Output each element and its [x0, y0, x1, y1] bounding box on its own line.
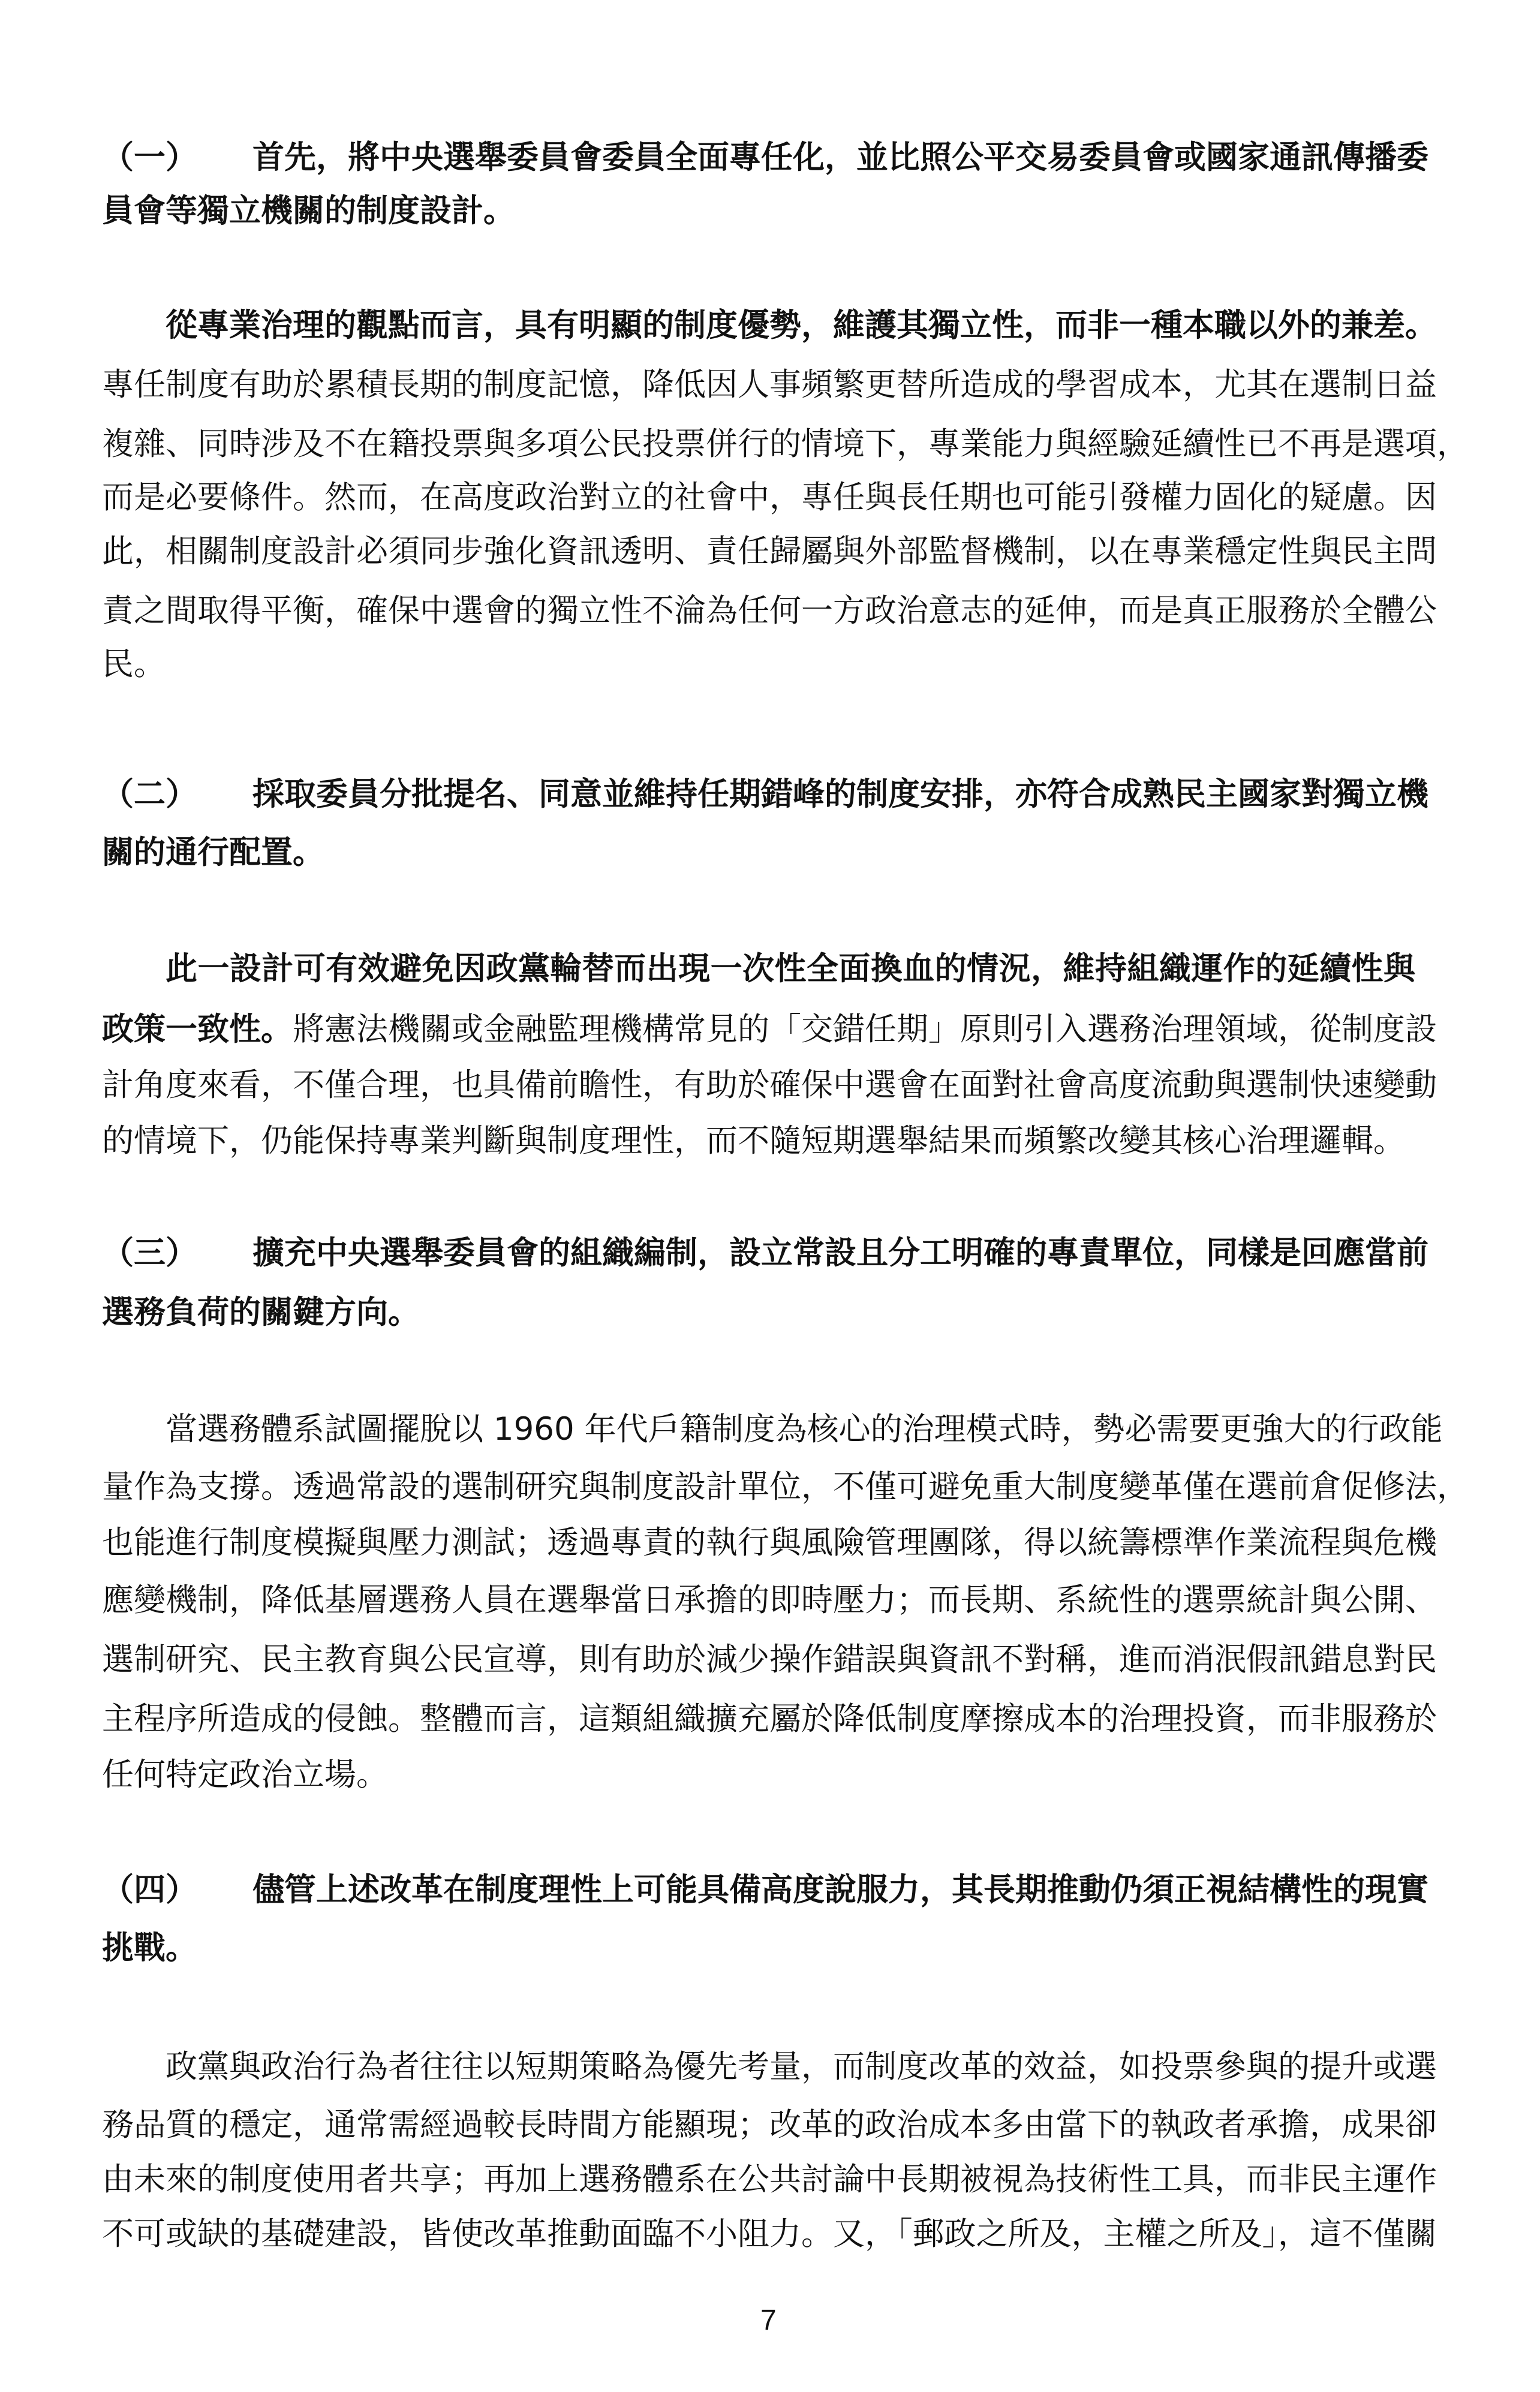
- body-text: 當選務體系試圖擺脫以 1960 年代戶籍制度為核心的治理模式時，勢必需要更強大的行政能: [166, 1411, 1443, 1448]
- body-text: 也能進行制度模擬與壓力測試；透過專責的執行與風險管理團隊，得以統籌標準作業流程與危機: [102, 1524, 1437, 1561]
- paragraph-line: [102, 1064, 1437, 1106]
- paragraph-line: [102, 531, 1437, 573]
- paragraph-line: [166, 1409, 1443, 1451]
- body-text: 責之間取得平衡，確保中選會的獨立性不淪為任何一方政治意志的延伸，而是真正服務於全體公: [102, 592, 1437, 629]
- section-number: （二）: [102, 776, 197, 813]
- body-text: 計角度來看，不僅合理，也具備前瞻性，有助於確保中選會在面對社會高度流動與選制快速變動: [102, 1067, 1437, 1103]
- section-number: （三）: [102, 1235, 197, 1271]
- page-number: 7: [760, 2304, 777, 2336]
- section-number: （一）: [102, 139, 197, 176]
- bold-text: 此一設計可有效避免因政黨輪替而出現一次性全面換血的情況，維持組織運作的延續性與: [166, 950, 1415, 987]
- paragraph-line: [166, 2046, 1437, 2088]
- section-heading-line: 首先，將中央選舉委員會委員全面專任化，並比照公平交易委員會或國家通訊傳播委: [252, 139, 1428, 176]
- section-heading-line: 採取委員分批提名、同意並維持任期錯峰的制度安排，亦符合成熟民主國家對獨立機: [252, 776, 1428, 813]
- paragraph-line: [102, 1639, 1437, 1681]
- body-text: 民。: [102, 646, 166, 682]
- section-heading-line: 擴充中央選舉委員會的組織編制，設立常設且分工明確的專責單位，同樣是回應當前: [252, 1235, 1428, 1271]
- bold-text: 從專業治理的觀點而言，具有明顯的制度優勢，維護其獨立性，而非一種本職以外的兼差。: [166, 307, 1437, 344]
- section-heading-line: 員會等獨立機關的制度設計。: [102, 192, 515, 229]
- body-text: 應變機制，降低基層選務人員在選舉當日承擔的即時壓力；而長期、系統性的選票統計與公開、: [102, 1582, 1437, 1618]
- body-text: 此，相關制度設計必須同步強化資訊透明、責任歸屬與外部監督機制，以在專業穩定性與民主問: [102, 533, 1437, 570]
- paragraph-line: [102, 1120, 1415, 1162]
- paragraph-line: [102, 477, 1437, 519]
- paragraph-line: [166, 948, 1415, 990]
- bold-text: 政策一致性。: [102, 1011, 293, 1048]
- section-heading-line: 選務負荷的關鍵方向。: [102, 1294, 420, 1331]
- body-text: 任何特定政治立場。: [102, 1756, 388, 1793]
- body-text: 不可或缺的基礎建設，皆使改革推動面臨不小阻力。又，「郵政之所及，主權之所及」，這不僅關: [102, 2216, 1437, 2252]
- paragraph-line: [102, 1009, 1437, 1051]
- body-text: 將憲法機關或金融監理機構常見的「交錯任期」原則引入選務治理領域，從制度設: [293, 1011, 1437, 1048]
- paragraph-line: [102, 1579, 1437, 1621]
- body-text: 專任制度有助於累積長期的制度記憶，降低因人事頻繁更替所造成的學習成本，尤其在選制日益: [102, 366, 1437, 403]
- section-heading-line: 儘管上述改革在制度理性上可能具備高度說服力，其長期推動仍須正視結構性的現實: [252, 1872, 1428, 1908]
- body-text: 選制研究、民主教育與公民宣導，則有助於減少操作錯誤與資訊不對稱，進而消泯假訊錯息對民: [102, 1641, 1437, 1678]
- body-text: 政黨與政治行為者往往以短期策略為優先考量，而制度改革的效益，如投票參與的提升或選: [166, 2048, 1437, 2085]
- paragraph-line: [102, 2104, 1437, 2146]
- section-heading-line: 關的通行配置。: [102, 834, 324, 871]
- body-text: 量作為支撐。透過常設的選制研究與制度設計單位，不僅可避免重大制度變革僅在選前倉促修法，: [102, 1469, 1469, 1505]
- body-text: 務品質的穩定，通常需經過較長時間方能顯現；改革的政治成本多由當下的執政者承擔，成果卻: [102, 2107, 1437, 2143]
- paragraph-line: [102, 2159, 1437, 2201]
- paragraph-line: [102, 590, 1437, 632]
- paragraph-line: [102, 1754, 1415, 1796]
- section-number: （四）: [102, 1872, 197, 1908]
- paragraph-line: [102, 1698, 1437, 1740]
- paragraph-line: [102, 423, 1469, 465]
- paragraph-line: [166, 305, 1437, 347]
- body-text: 主程序所造成的侵蝕。整體而言，這類組織擴充屬於降低制度摩擦成本的治理投資，而非服務於: [102, 1701, 1437, 1737]
- paragraph-line: [102, 2213, 1437, 2255]
- body-text: 的情境下，仍能保持專業判斷與制度理性，而不隨短期選舉結果而頻繁改變其核心治理邏輯。: [102, 1123, 1405, 1159]
- body-text: 複雜、同時涉及不在籍投票與多項公民投票併行的情境下，專業能力與經驗延續性已不再是選項，: [102, 426, 1469, 462]
- paragraph-line: [102, 1522, 1437, 1564]
- paragraph-line: [102, 643, 1415, 685]
- section-heading-line: 挑戰。: [102, 1930, 197, 1966]
- paragraph-line: [102, 1466, 1469, 1508]
- paragraph-line: [102, 364, 1437, 406]
- body-text: 由未來的制度使用者共享；再加上選務體系在公共討論中長期被視為技術性工具，而非民主運作: [102, 2161, 1437, 2198]
- body-text: 而是必要條件。然而，在高度政治對立的社會中，專任與長任期也可能引發權力固化的疑慮。因: [102, 479, 1437, 516]
